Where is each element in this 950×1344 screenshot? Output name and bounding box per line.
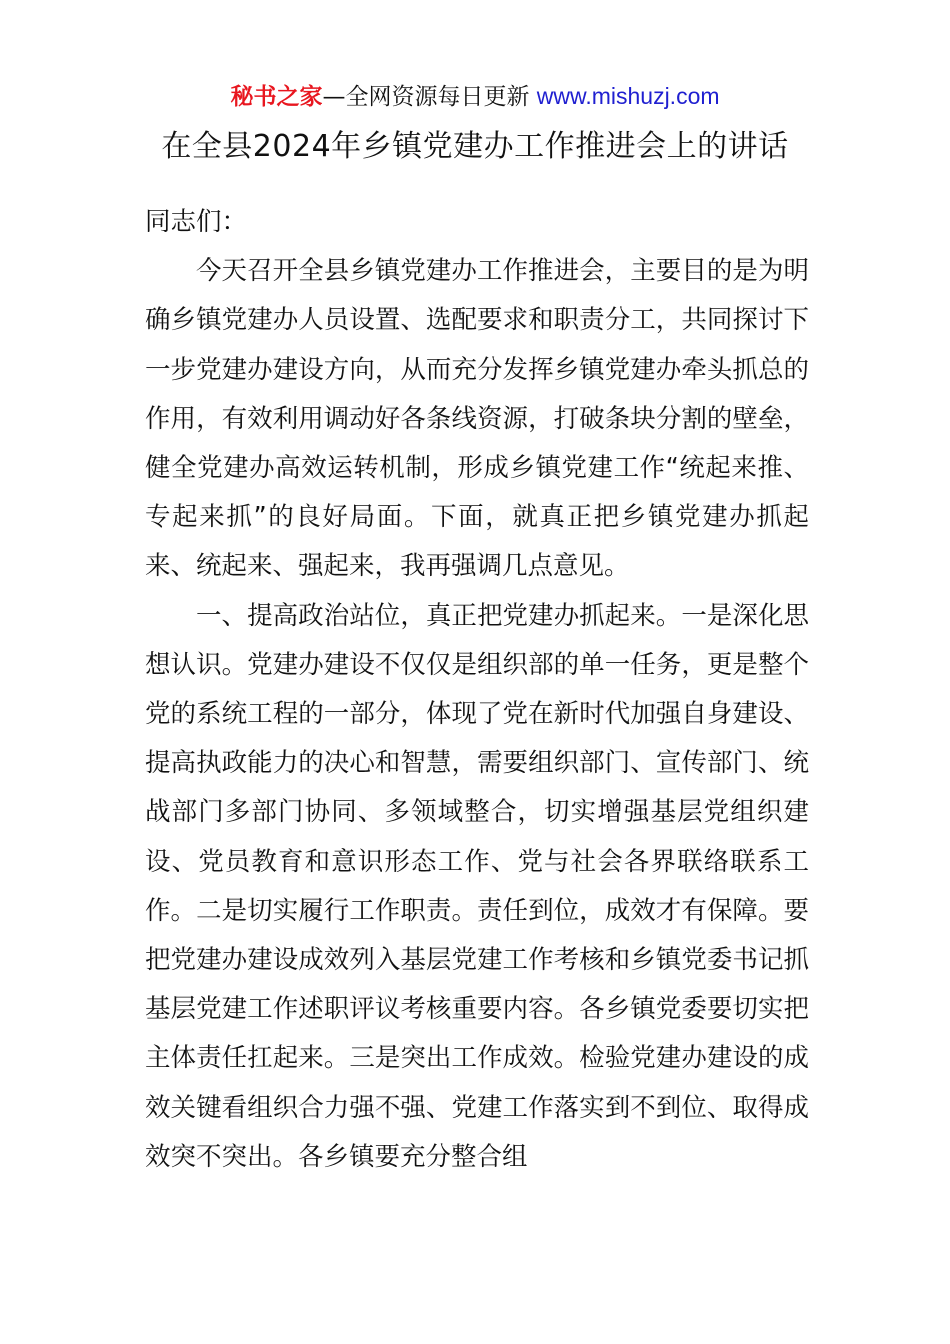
site-url-link[interactable]: www.mishuzj.com xyxy=(536,83,720,109)
paragraph-intro: 今天召开全县乡镇党建办工作推进会，主要目的是为明确乡镇党建办人员设置、选配要求和职责分工，共同探讨下一步党建办建设方向，从而充分发挥乡镇党建办牵头抓总的作用，有效利用调动好各条线资源，打破条块分割的壁垒，健全党建办高效运转机制，形成乡镇党建工作“统起来推、专起来抓”的良好局面。下面，就真正把乡镇党建办抓起来、统起来、强起来，我再强调几点意见。 xyxy=(145,256,809,582)
document-title: 在全县2024年乡镇党建办工作推进会上的讲话 xyxy=(161,129,789,164)
paragraph-section-one: 一、提高政治站位，真正把党建办抓起来。一是深化思想认识。党建办建设不仅仅是组织部的单一任务，更是整个党的系统工程的一部分，体现了党在新时代加强自身建设、提高执政能力的决心和智慧，需要组织部门、宣传部门、统战部门多部门协同、多领域整合，切实增强基层党组织建设、党员教育和意识形态工作、党与社会各界联络联系工作。二是切实履行工作职责。责任到位，成效才有保障。要把党建办建设成效列入基层党建工作考核和乡镇党委书记抓基层党建工作述职评议考核重要内容。各乡镇党委要切实把主体责任扛起来。三是突出工作成效。检验党建办建设的成效关键看组织合力强不强、党建工作落实到不到位、取得成效突不突出。各乡镇要充分整合组 xyxy=(145,600,809,1172)
brand-name: 秘书之家 xyxy=(230,84,323,110)
site-header xyxy=(0,80,950,113)
document-body xyxy=(145,198,809,1182)
salutation: 同志们： xyxy=(145,207,248,237)
site-tagline: —全网资源每日更新 xyxy=(322,84,530,110)
